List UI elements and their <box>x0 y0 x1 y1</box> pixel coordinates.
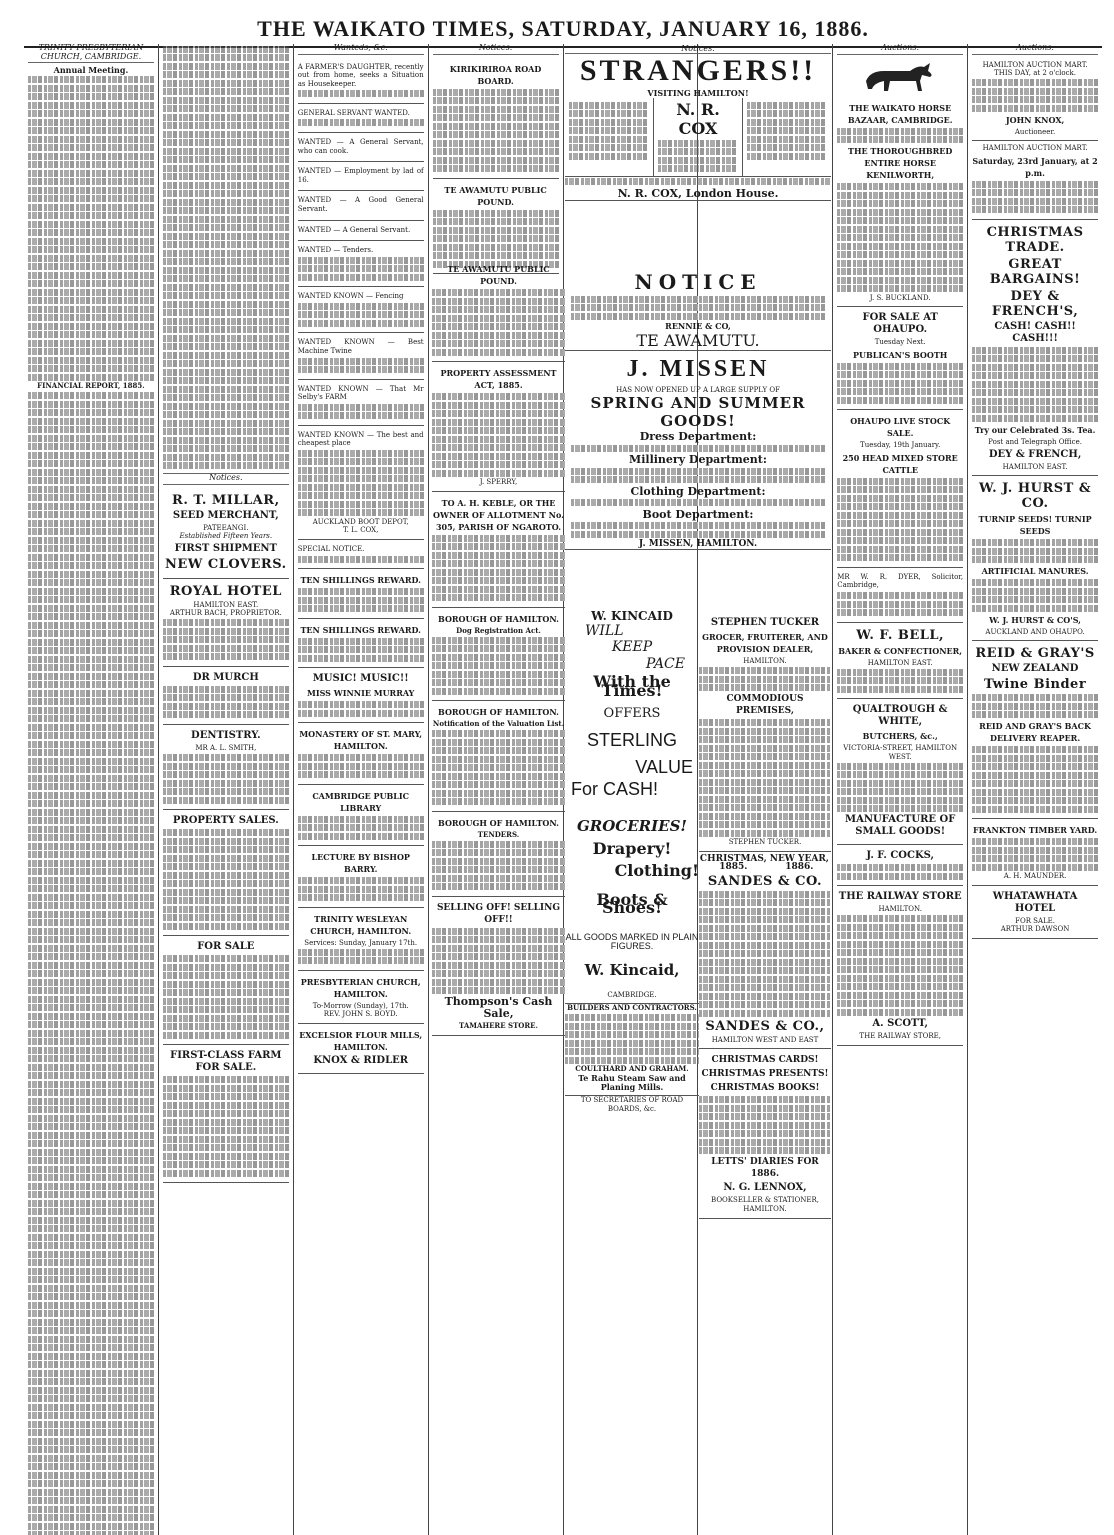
monastery-ad: MONASTERY OF ST. MARY, HAMILTON. <box>298 723 424 785</box>
christmas-trade-ad: CHRISTMAS TRADE. GREAT BARGAINS! DEY & FRENCH'S, CASH! CASH!! CASH!!! Try our Celebrated 3s. Tea. Post and Telegraph Office. DEY & FRENCH, HAMILTON EAST. <box>972 220 1098 476</box>
qualtrough-ad: QUALTROUGH & WHITE, BUTCHERS, &c., VICTORIA-STREET, HAMILTON WEST. MANUFACTURE OF SMALL GOODS! <box>837 699 963 845</box>
financial-text <box>28 392 154 1535</box>
whatawhata-ad: WHATAWHATA HOTEL FOR SALE. ARTHUR DAWSON <box>972 886 1098 939</box>
wanted-11: WANTED KNOWN — The best and cheapest place AUCKLAND BOOT DEPOT, T. L. COX, <box>298 426 424 540</box>
wanted-8: WANTED KNOWN — Fencing <box>298 287 424 333</box>
cocks-ad: J. F. COCKS, <box>837 845 963 886</box>
murch-title: DR MURCH <box>192 671 259 683</box>
millar-est: Established Fifteen Years. <box>179 532 273 541</box>
wanted-2: GENERAL SERVANT WANTED. <box>298 104 424 133</box>
millar-sub: SEED MERCHANT, <box>172 509 279 521</box>
for-sale-ad <box>163 936 289 1045</box>
library-ad: CAMBRIDGE PUBLIC LIBRARY <box>298 785 424 847</box>
column-3 <box>294 44 429 1535</box>
dog-registration-notice: BOROUGH OF HAMILTON. Dog Registration Act. <box>432 608 565 702</box>
millar-ad <box>163 488 289 579</box>
assessment-notice: PROPERTY ASSESSMENT ACT, 1885. J. SPERRY, <box>432 362 565 492</box>
lecture-ad: LECTURE BY BISHOP BARRY. <box>298 846 424 908</box>
sandes-ad: CHRISTMAS, 1885. NEW YEAR, 1886. SANDES & CO. SANDES & CO., HAMILTON WEST AND EAST <box>699 852 831 1050</box>
reward-2: TEN SHILLINGS REWARD. <box>298 619 424 669</box>
reid-gray-ad: REID & GRAY'S NEW ZEALAND Twine Binder REID AND GRAY'S BACK DELIVERY REAPER. <box>972 641 1098 819</box>
tucker-ad: STEPHEN TUCKER GROCER, FRUITERER, AND PROVISION DEALER, HAMILTON. COMMODIOUS PREMISES, STEPHEN TUCKER. <box>699 612 831 852</box>
allotment-notice: TO A. H. KEBLE, OR THE OWNER OF ALLOTMENT No. 305, PARISH OF NGAROTO. <box>432 492 565 608</box>
tenders-notice: BOROUGH OF HAMILTON. TENDERS. <box>432 812 565 897</box>
horse-bazaar-ad: THE WAIKATO HORSE BAZAAR, CAMBRIDGE. THE THOROUGHBRED ENTIRE HORSE KENILWORTH, J. S. BUCKLAND. <box>837 97 963 308</box>
wanted-7: WANTED — Tenders. <box>298 241 424 287</box>
flour-mills-ad: EXCELSIOR FLOUR MILLS, HAMILTON. KNOX & RIDLER <box>298 1024 424 1074</box>
column-7 <box>833 44 968 1535</box>
for-sale-title: FOR SALE <box>197 941 255 953</box>
church-header: TRINITY PRESBYTERIAN CHURCH, CAMBRIDGE. <box>28 44 154 63</box>
lennox-ad: CHRISTMAS CARDS! CHRISTMAS PRESENTS! CHRISTMAS BOOKS! LETTS' DIARIES FOR 1886. N. G. LENNOX, BOOKSELLER & STATIONER, HAMILTON. <box>699 1049 831 1218</box>
wanteds-header: Wanteds, &c. <box>298 44 424 55</box>
notices-header: Notices. <box>433 44 559 55</box>
wanted-3: WANTED — A General Servant, who can cook. <box>298 133 424 162</box>
col4-lower <box>432 258 565 1036</box>
dentistry-name: MR A. L. SMITH, <box>195 743 257 752</box>
wanted-1: A FARMER'S DAUGHTER, recently out from home, seeks a Situation as Housekeeper. <box>298 58 424 104</box>
valuation-notice: BOROUGH OF HAMILTON. Notification of the Valuation List. <box>432 701 565 812</box>
pound-notice-1: TE AWAMUTU PUBLIC POUND. <box>433 179 559 275</box>
dentistry-title: DENTISTRY. <box>191 729 261 741</box>
reward-1: TEN SHILLINGS REWARD. <box>298 569 424 619</box>
livestock-sale-ad: OHAUPO LIVE STOCK SALE. Tuesday, 19th January. 250 HEAD MIXED STORE CATTLE <box>837 410 963 568</box>
ohaupo-sale-ad: FOR SALE AT OHAUPO. Tuesday Next. PUBLICAN'S BOOTH <box>837 307 963 410</box>
millar-place: PATEEANGI. <box>203 523 249 532</box>
special-notice: SPECIAL NOTICE. <box>298 540 424 569</box>
selling-off-ad: SELLING OFF! SELLING OFF!! Thompson's Cash Sale, TAMAHERE STORE. <box>432 897 565 1036</box>
auctions-header-1: Auctions. <box>837 44 963 55</box>
royal-hotel-place: HAMILTON EAST. <box>193 600 259 609</box>
church-text-continued <box>163 46 289 470</box>
dyer-ad: MR W. R. DYER, Solicitor, Cambridge, <box>837 568 963 623</box>
column-1 <box>24 44 159 1535</box>
wanted-6: WANTED — A General Servant. <box>298 221 424 242</box>
murch-ad <box>163 667 289 725</box>
railway-store-ad: THE RAILWAY STORE HAMILTON. A. SCOTT, THE RAILWAY STORE, <box>837 886 963 1045</box>
annual-meeting: Annual Meeting. <box>53 65 129 76</box>
royal-hotel-ad <box>163 579 289 667</box>
music-ad: MUSIC! MUSIC!! MISS WINNIE MURRAY <box>298 668 424 723</box>
missen-ad: J. MISSEN HAS NOW OPENED UP A LARGE SUPPLY OF SPRING AND SUMMER GOODS! Dress Department: Millinery Department: Clothing Department: Boot Department: J. MISSEN, HAMILTON. <box>565 352 831 550</box>
wanted-9: WANTED KNOWN — Best Machine Twine <box>298 333 424 379</box>
royal-hotel-prop: ARTHUR BACH, PROPRIETOR. <box>169 609 282 618</box>
column-8 <box>968 44 1102 1535</box>
masthead <box>24 0 1102 48</box>
col6-lower <box>699 612 831 1219</box>
bell-ad: W. F. BELL, BAKER & CONFECTIONER, HAMILTON EAST. <box>837 623 963 700</box>
auction-mart-1: HAMILTON AUCTION MART. THIS DAY, at 2 o'clock. JOHN KNOX, Auctioneer. <box>972 58 1098 142</box>
royal-hotel-title: ROYAL HOTEL <box>169 583 282 599</box>
dentistry-ad <box>163 725 289 810</box>
auction-mart-2: HAMILTON AUCTION MART. Saturday, 23rd January, at 2 p.m. <box>972 141 1098 220</box>
wanted-5: WANTED — A Good General Servant. <box>298 191 424 220</box>
page-title: THE WAIKATO TIMES, SATURDAY, JANUARY 16, 1886. <box>257 16 869 41</box>
presbyterian-ad: PRESBYTERIAN CHURCH, HAMILTON. To-Morrow (Sunday), 17th. REV. JOHN S. BOYD. <box>298 971 424 1024</box>
frankton-ad: FRANKTON TIMBER YARD. A. H. MAUNDER. <box>972 819 1098 886</box>
strangers-ad: STRANGERS!! VISITING HAMILTON! N. R. COX N. R. COX, London House. <box>565 54 831 201</box>
financial-report: FINANCIAL REPORT, 1885. <box>37 381 145 391</box>
wanted-10: WANTED KNOWN — That Mr Selby's FARM <box>298 380 424 426</box>
property-sales-ad <box>163 810 289 936</box>
wanted-4: WANTED — Employment by lad of 16. <box>298 162 424 191</box>
center-top-block: Notices. STRANGERS!! VISITING HAMILTON! N. R. COX N. R. COX, London House. <box>565 44 831 201</box>
pound-notice-2: TE AWAMUTU PUBLIC POUND. <box>432 258 565 362</box>
millar-shipment: FIRST SHIPMENT <box>174 542 277 554</box>
hurst-ad: W. J. HURST & CO. TURNIP SEEDS! TURNIP SEEDS ARTIFICIAL MANURES. W. J. HURST & CO'S, AUCKLAND AND OHAUPO. <box>972 476 1098 641</box>
newspaper-page <box>24 0 1102 1535</box>
notice-block: NOTICE RENNIE & CO, TE AWAMUTU. <box>565 270 831 351</box>
auctions-header-2: Auctions. <box>972 44 1098 55</box>
kincaid-ad: W. KINCAID WILL KEEP PACE With the Times! OFFERS STERLING VALUE For CASH! GROCERIES! Drapery! Clothing! Boots & Shoes! ALL GOODS MARKED IN PLAIN FIGURES. W. Kincaid, CAMBRIDGE. BUILDERS AND CONTRACTORS. COULTHARD AND GRAHAM. Te Rahu Steam Saw and Planing Mills. TO SECRETARIES OF ROAD BOARDS, &c. <box>565 609 699 1113</box>
column-2: Notices. R. T. MILLAR, SEED MERCHANT, PATEEANGI. Established Fifteen Years. FIRST SHIPMENT NEW CLOVERS. ROYAL HOTEL HAMILTON EAST. ARTHUR BACH, PROPRIETOR. DR MURCH DENTISTRY. MR A. L. SMITH, PROPERTY SALES. FOR SALE FIRST-CLASS FARM FOR SALE. <box>159 44 294 1535</box>
farm-sale-ad <box>163 1045 289 1183</box>
farm-sale-title: FIRST-CLASS FARM FOR SALE. <box>170 1050 282 1074</box>
road-board-notice: KIRIKIRIROA ROAD BOARD. <box>433 58 559 179</box>
horse-icon <box>860 59 940 93</box>
wesleyan-ad: TRINITY WESLEYAN CHURCH, HAMILTON. Services: Sunday, January 17th. <box>298 908 424 971</box>
property-sales-title: PROPERTY SALES. <box>172 815 279 827</box>
millar-title: R. T. MILLAR, <box>172 492 280 508</box>
meeting-text <box>28 76 154 381</box>
millar-clovers: NEW CLOVERS. <box>164 556 287 572</box>
